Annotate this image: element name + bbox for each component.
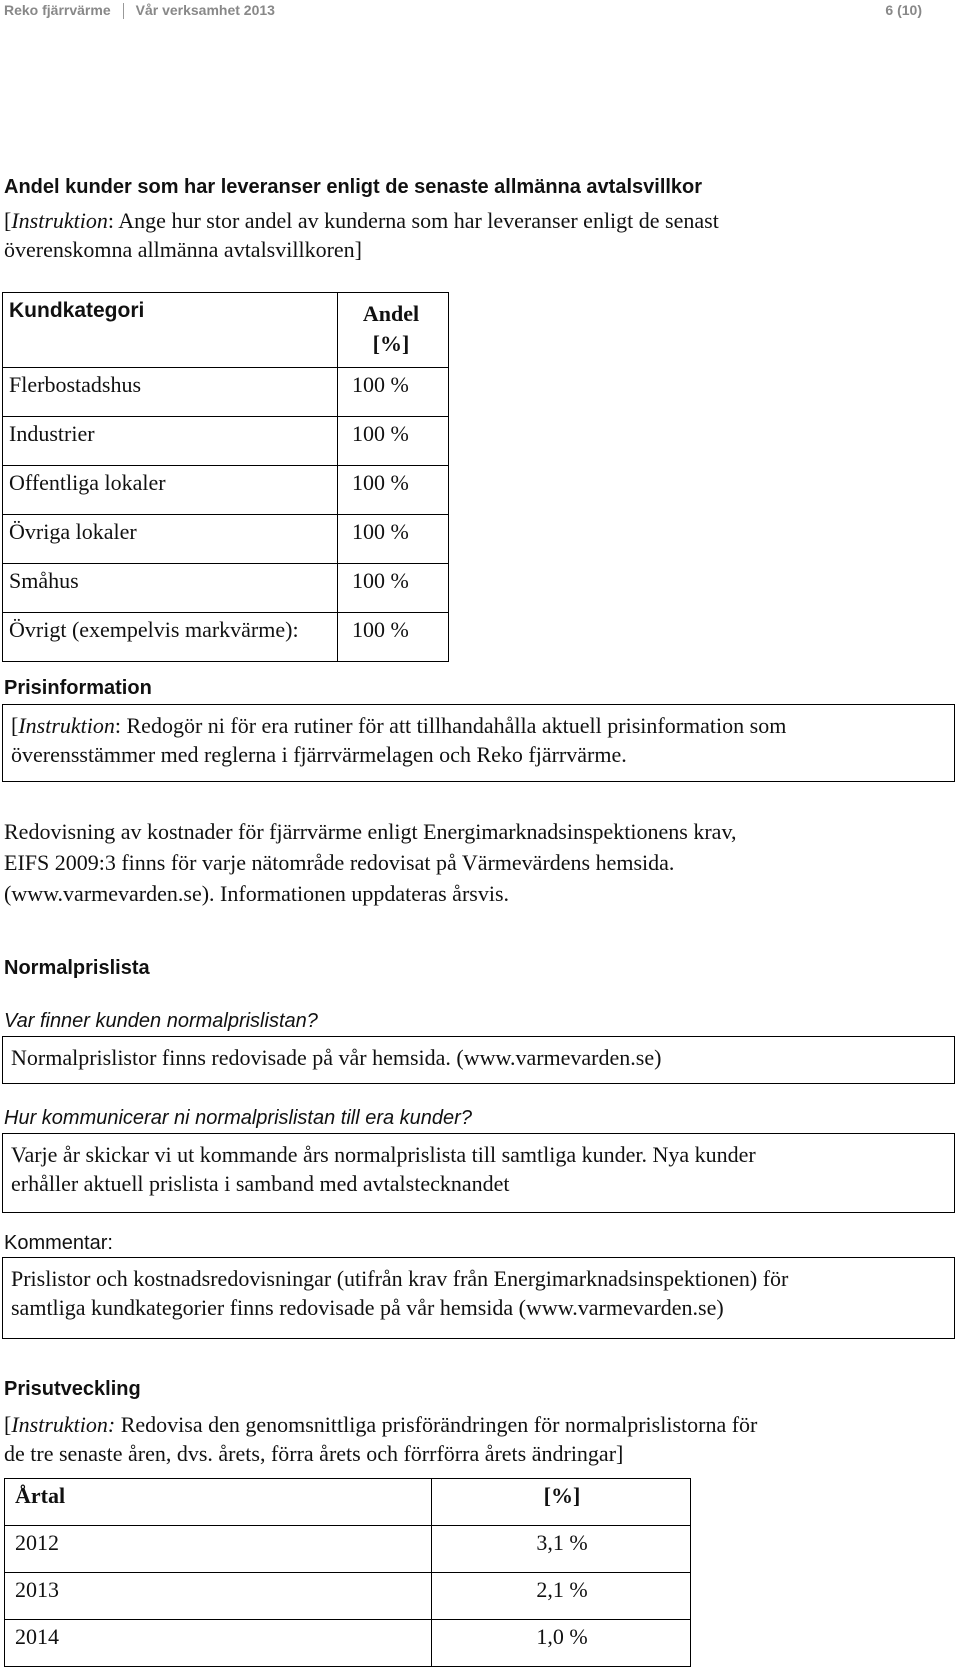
table-row	[3, 564, 449, 613]
table-row	[5, 1573, 691, 1620]
category-cell: Offentliga lokaler	[3, 466, 338, 515]
col-header-artal: Årtal	[5, 1479, 432, 1526]
category-cell: Flerbostadshus	[3, 368, 338, 417]
share-cell: 100 %	[338, 515, 449, 564]
comment-box: Prislistor och kostnadsredovisningar (utifrån krav från Energimarknadsinspektionen) för samtliga kundkategorier finns redovisade på vår hemsida (www.varmevarden.se)	[2, 1257, 955, 1339]
page-number: 6 (10)	[885, 2, 922, 18]
instruction-label: Instruktion:	[11, 1412, 116, 1437]
andel-instruction	[4, 206, 719, 264]
category-cell: Industrier	[3, 417, 338, 466]
header-doc-title: Vår verksamhet 2013	[135, 2, 275, 18]
customer-share-table	[2, 292, 449, 662]
col-header-andel: Andel [%]	[338, 293, 449, 368]
andel-heading: Andel kunder som har leveranser enligt de senaste allmänna avtalsvillkor	[4, 176, 703, 198]
category-cell: Övrigt (exempelvis markvärme):	[3, 613, 338, 662]
table-row	[5, 1526, 691, 1573]
table-header-row	[5, 1479, 691, 1526]
comment-label: Kommentar:	[4, 1232, 113, 1254]
year-cell: 2013	[5, 1573, 432, 1620]
table-row	[3, 417, 449, 466]
running-header	[4, 2, 275, 19]
change-cell: 3,1 %	[432, 1526, 691, 1573]
change-cell: 1,0 %	[432, 1620, 691, 1667]
col-header-kundkategori: Kundkategori	[3, 293, 338, 368]
share-cell: 100 %	[338, 368, 449, 417]
share-cell: 100 %	[338, 564, 449, 613]
year-cell: 2014	[5, 1620, 432, 1667]
table-row	[3, 466, 449, 515]
share-cell: 100 %	[338, 613, 449, 662]
prisinfo-instruction-box	[2, 704, 955, 782]
prisutv-instruction-line1: [Instruktion: Redovisa den genomsnittliga prisförändringen för normalprislistorna för	[4, 1412, 758, 1437]
normal-heading: Normalprislista	[4, 957, 150, 979]
header-separator	[123, 3, 124, 19]
question-where: Var finner kunden normalprislistan?	[4, 1010, 318, 1032]
table-header-row	[3, 293, 449, 368]
prisutv-instruction	[4, 1410, 757, 1468]
prisinfo-instruction-line2: överensstämmer med reglerna i fjärrvärmelagen och Reko fjärrvärme.	[11, 742, 627, 767]
change-cell: 2,1 %	[432, 1573, 691, 1620]
year-cell: 2012	[5, 1526, 432, 1573]
share-cell: 100 %	[338, 417, 449, 466]
table-row	[3, 368, 449, 417]
col-header-percent: [%]	[432, 1479, 691, 1526]
question-how: Hur kommunicerar ni normalprislistan till era kunder?	[4, 1107, 472, 1129]
table-row	[3, 515, 449, 564]
answer-where-box: Normalprislistor finns redovisade på vår hemsida. (www.varmevarden.se)	[2, 1036, 955, 1084]
prisutv-instruction-line2: de tre senaste åren, dvs. årets, förra årets och förrförra årets ändringar]	[4, 1441, 624, 1466]
andel-instruction-line1: [Instruktion: Ange hur stor andel av kunderna som har leveranser enligt de senast	[4, 208, 719, 233]
prisinfo-instruction-line1: [Instruktion: Redogör ni för era rutiner för att tillhandahålla aktuell prisinformation som	[11, 713, 787, 738]
andel-instruction-line2: överenskomna allmänna avtalsvillkoren]	[4, 237, 362, 262]
share-cell: 100 %	[338, 466, 449, 515]
instruction-label: Instruktion	[18, 713, 115, 738]
category-cell: Småhus	[3, 564, 338, 613]
table-row	[3, 613, 449, 662]
table-row	[5, 1620, 691, 1667]
header-company: Reko fjärrvärme	[4, 2, 111, 18]
instruction-label: Instruktion	[11, 208, 108, 233]
price-change-table	[4, 1478, 691, 1667]
prisinfo-heading: Prisinformation	[4, 677, 152, 699]
prisutv-heading: Prisutveckling	[4, 1378, 141, 1400]
prisinfo-paragraph: Redovisning av kostnader för fjärrvärme enligt Energimarknadsinspektionens krav, EIFS 2009:3 finns för varje nätområde redovisat på Värmevärdens hemsida. (www.varmevarden.se). Informationen uppdateras årsvis.	[4, 819, 737, 906]
answer-how-box: Varje år skickar vi ut kommande års normalprislista till samtliga kunder. Nya kunder erhåller aktuell prislista i samband med avtalstecknandet	[2, 1133, 955, 1213]
category-cell: Övriga lokaler	[3, 515, 338, 564]
